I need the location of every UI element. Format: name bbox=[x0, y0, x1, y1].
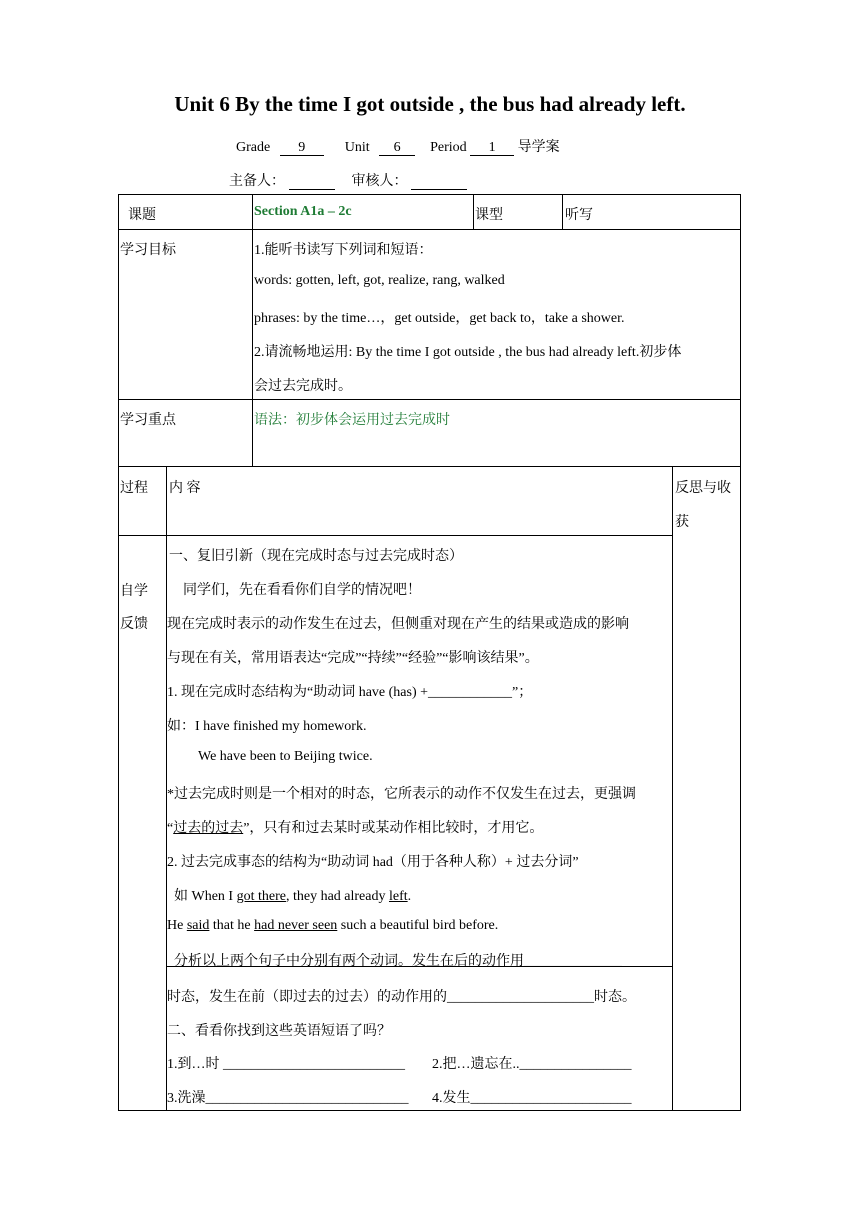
phrase-item: 4.发生_______________________ bbox=[432, 1091, 632, 1106]
topic-label: 课题 bbox=[128, 208, 156, 223]
content-line: We have been to Beijing twice. bbox=[198, 749, 373, 764]
page-title: Unit 6 By the time I got outside , the bus had already left. bbox=[174, 92, 686, 116]
content-line: 2. 过去完成事态的结构为“助动词 had（用于各种人称）+ 过去分词” bbox=[167, 855, 579, 870]
content-line: 如 When I got there, they had already left. bbox=[174, 889, 412, 904]
preparer-blank bbox=[289, 174, 335, 190]
focus-label: 学习重点 bbox=[120, 413, 176, 428]
content-heading-2: 二、看看你找到这些英语短语了吗？ bbox=[167, 1024, 391, 1039]
underlined-verb: left bbox=[388, 889, 408, 904]
content-line: *过去完成时则是一个相对的时态，它所表示的动作不仅发生在过去，更强调 bbox=[167, 787, 636, 802]
reflect-label: 反思与收 bbox=[675, 481, 731, 496]
content-line: 时态，发生在前（即过去的过去）的动作用的_____________________时态。 bbox=[167, 990, 636, 1005]
unit-label: Unit bbox=[344, 140, 370, 155]
content-line: He said that he had never seen such a beautiful bird before. bbox=[167, 918, 499, 933]
process-label: 过程 bbox=[120, 481, 148, 496]
goal-line: 1.能听书读写下列词和短语： bbox=[254, 243, 433, 258]
reviewer-blank bbox=[411, 174, 467, 190]
goal-line: phrases: by the time…，get outside，get back to，take a shower. bbox=[254, 311, 625, 326]
goal-line: 2.请流畅地运用: By the time I got outside , the bus had already left.初步体 bbox=[254, 345, 682, 360]
grade-value: 9 bbox=[280, 140, 324, 156]
topic-value: Section A1a – 2c bbox=[254, 204, 352, 219]
content-label: 内 容 bbox=[169, 481, 201, 496]
selfstudy-label-cont: 反馈 bbox=[120, 617, 148, 632]
period-label: Period bbox=[430, 140, 467, 155]
content-line: “过去的过去”，只有和过去某时或某动作相比较时，才用它。 bbox=[167, 821, 544, 836]
underlined-verb: said bbox=[186, 918, 210, 933]
underlined-verb: had never seen bbox=[254, 918, 338, 933]
reflect-label-cont: 获 bbox=[675, 515, 689, 530]
period-value: 1 bbox=[470, 140, 514, 156]
phrase-item: 3.洗澡_____________________________ bbox=[167, 1091, 409, 1106]
meta-line bbox=[236, 136, 560, 156]
goal-line: 会过去完成时。 bbox=[254, 379, 352, 394]
type-value: 听写 bbox=[565, 208, 593, 223]
reviewer-label: 审核人： bbox=[351, 174, 408, 189]
content-line: 分析以上两个句子中分别有两个动词。发生在后的动作用______________ bbox=[174, 954, 622, 969]
content-line: 与现在有关，常用语表达“完成”“持续”“经验”“影响该结果”。 bbox=[167, 651, 539, 666]
phrase-item: 1.到…时 __________________________ bbox=[167, 1057, 405, 1072]
doc-type: 导学案 bbox=[517, 140, 560, 155]
author-line bbox=[229, 170, 467, 190]
underlined-verb: got there bbox=[236, 889, 286, 904]
grade-label: Grade bbox=[236, 140, 271, 155]
phrase-item: 2.把…遗忘在..________________ bbox=[432, 1057, 632, 1072]
preparer-label: 主备人： bbox=[229, 174, 285, 189]
unit-value: 6 bbox=[379, 140, 415, 156]
type-label: 课型 bbox=[475, 208, 503, 223]
goal-label: 学习目标 bbox=[120, 243, 176, 258]
focus-value: 语法：初步体会运用过去完成时 bbox=[254, 413, 450, 428]
underlined-phrase: 过去的过去 bbox=[173, 821, 244, 836]
content-line: 现在完成时表示的动作发生在过去，但侧重对现在产生的结果或造成的影响 bbox=[167, 617, 629, 632]
content-line: 同学们，先在看看你们自学的情况吧！ bbox=[183, 583, 421, 598]
goal-line: words: gotten, left, got, realize, rang, walked bbox=[254, 273, 505, 288]
content-line: 1. 现在完成时态结构为“助动词 have (has) +____________”； bbox=[167, 685, 533, 700]
content-heading-1: 一、复旧引新（现在完成时态与过去完成时态） bbox=[169, 549, 463, 564]
content-line: 如：I have finished my homework. bbox=[167, 719, 367, 734]
selfstudy-label: 自学 bbox=[120, 584, 148, 599]
